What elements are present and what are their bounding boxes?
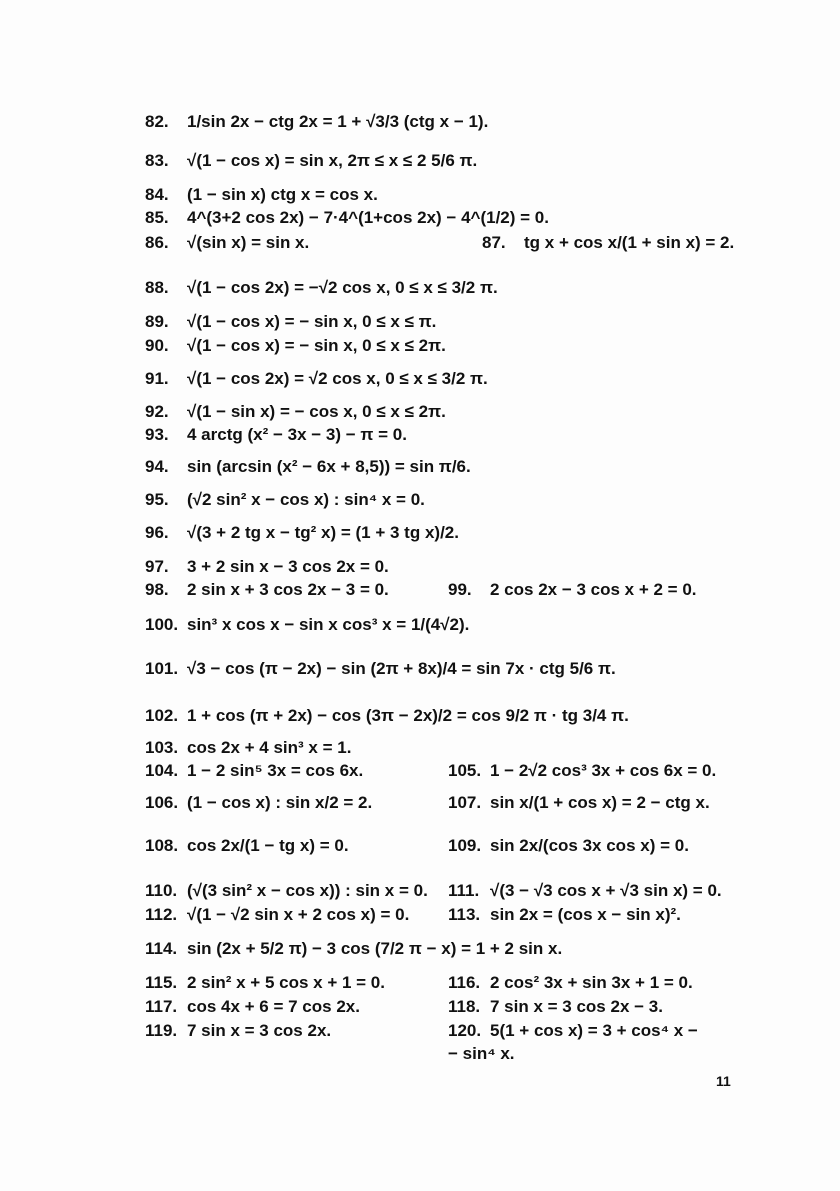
problem-number: 99. <box>448 580 472 599</box>
problem-109 <box>448 836 689 856</box>
problem-text: 1 + cos (π + 2x) − cos (3π − 2x)/2 = cos 9/2 π · tg 3/4 π. <box>187 706 629 725</box>
problem-text: √(3 − √3 cos x + √3 sin x) = 0. <box>490 881 722 900</box>
problem-89 <box>145 312 436 332</box>
problem-text: 5(1 + cos x) = 3 + cos⁴ x − <box>490 1021 698 1040</box>
problem-text: 2 sin x + 3 cos 2x − 3 = 0. <box>187 580 389 599</box>
problem-number: 98. <box>145 580 169 599</box>
problem-text: 2 sin² x + 5 cos x + 1 = 0. <box>187 973 385 992</box>
problem-text: 4 arctg (x² − 3x − 3) − π = 0. <box>187 425 407 444</box>
problem-92 <box>145 402 446 422</box>
problem-117 <box>145 997 360 1017</box>
problem-number: 111. <box>448 881 480 900</box>
problem-text: √(sin x) = sin x. <box>187 233 310 252</box>
problem-text: sin 2x/(cos 3x cos x) = 0. <box>490 836 689 855</box>
problem-number: 103. <box>145 738 179 757</box>
problem-85 <box>145 208 549 228</box>
problem-number: 90. <box>145 336 169 355</box>
problem-text: sin (arcsin (x² − 6x + 8,5)) = sin π/6. <box>187 457 471 476</box>
problem-text: √(3 + 2 tg x − tg² x) = (1 + 3 tg x)/2. <box>187 523 459 542</box>
problem-number: 115. <box>145 973 178 992</box>
problem-text: √(1 − √2 sin x + 2 cos x) = 0. <box>187 905 410 924</box>
problem-number: 117. <box>145 997 178 1016</box>
problem-text: cos 2x/(1 − tg x) = 0. <box>187 836 349 855</box>
problem-number: 106. <box>145 793 179 812</box>
problem-number: 93. <box>145 425 169 444</box>
problem-86 <box>145 233 309 253</box>
problem-number: 119. <box>145 1021 178 1040</box>
problem-text: 2 cos 2x − 3 cos x + 2 = 0. <box>490 580 697 599</box>
problem-text: 1/sin 2x − ctg 2x = 1 + √3/3 (ctg x − 1). <box>187 112 489 131</box>
problem-text: sin³ x cos x − sin x cos³ x = 1/(4√2). <box>187 615 470 634</box>
problem-102 <box>145 706 629 726</box>
problem-number: 100. <box>145 615 179 634</box>
problem-text: tg x + cos x/(1 + sin x) = 2. <box>524 233 735 252</box>
problem-number: 84. <box>145 185 169 204</box>
problem-98 <box>145 580 389 600</box>
problem-number: 109. <box>448 836 482 855</box>
problem-text: sin 2x = (cos x − sin x)². <box>490 905 681 924</box>
problem-text: √(1 − cos 2x) = −√2 cos x, 0 ≤ x ≤ 3/2 π. <box>187 278 498 297</box>
problem-110 <box>145 881 428 901</box>
problem-text: √(1 − cos x) = − sin x, 0 ≤ x ≤ π. <box>187 312 437 331</box>
problem-text: cos 2x + 4 sin³ x = 1. <box>187 738 352 757</box>
problem-94 <box>145 457 471 477</box>
problem-114 <box>145 939 562 959</box>
problem-number: 113. <box>448 905 481 924</box>
problem-number: 114. <box>145 939 178 958</box>
problem-120-continuation <box>448 1044 515 1064</box>
problem-95 <box>145 490 425 510</box>
problem-text: (1 − cos x) : sin x/2 = 2. <box>187 793 373 812</box>
problem-number: 104. <box>145 761 179 780</box>
problem-115 <box>145 973 385 993</box>
problem-number: 118. <box>448 997 481 1016</box>
problem-number: 102. <box>145 706 179 725</box>
problem-number: 105. <box>448 761 482 780</box>
problem-text: 7 sin x = 3 cos 2x. <box>187 1021 332 1040</box>
problem-number: 120. <box>448 1021 482 1040</box>
problem-82 <box>145 112 488 132</box>
problem-number: 85. <box>145 208 169 227</box>
problem-text: − sin⁴ x. <box>448 1044 515 1063</box>
problem-number: 95. <box>145 490 169 509</box>
problem-text: √(1 − sin x) = − cos x, 0 ≤ x ≤ 2π. <box>187 402 446 421</box>
problem-number: 107. <box>448 793 482 812</box>
problem-text: (√2 sin² x − cos x) : sin⁴ x = 0. <box>187 490 425 509</box>
problem-text: sin x/(1 + cos x) = 2 − ctg x. <box>490 793 710 812</box>
problem-113 <box>448 905 681 925</box>
problem-number: 82. <box>145 112 169 131</box>
problem-100 <box>145 615 469 635</box>
problem-text: 1 − 2√2 cos³ 3x + cos 6x = 0. <box>490 761 717 780</box>
problem-103 <box>145 738 351 758</box>
problem-88 <box>145 278 498 298</box>
problem-text: sin (2x + 5/2 π) − 3 cos (7/2 π − x) = 1 + 2 sin x. <box>187 939 563 958</box>
problem-text: 4^(3+2 cos 2x) − 7·4^(1+cos 2x) − 4^(1/2) = 0. <box>187 208 549 227</box>
problem-text: cos 4x + 6 = 7 cos 2x. <box>187 997 360 1016</box>
page-number: 11 <box>716 1073 731 1089</box>
problem-number: 89. <box>145 312 169 331</box>
problem-text: √(1 − cos x) = − sin x, 0 ≤ x ≤ 2π. <box>187 336 446 355</box>
problem-number: 94. <box>145 457 169 476</box>
problem-111 <box>448 881 722 901</box>
problem-number: 101. <box>145 659 179 678</box>
problem-97 <box>145 557 389 577</box>
problem-112 <box>145 905 409 925</box>
problem-119 <box>145 1021 331 1041</box>
problem-108 <box>145 836 349 856</box>
problem-83 <box>145 151 477 171</box>
problem-number: 92. <box>145 402 169 421</box>
problem-87 <box>482 233 734 253</box>
problem-number: 108. <box>145 836 179 855</box>
problem-text: 7 sin x = 3 cos 2x − 3. <box>490 997 663 1016</box>
problem-84 <box>145 185 378 205</box>
problem-number: 87. <box>482 233 506 252</box>
problem-101 <box>145 659 616 679</box>
problem-106 <box>145 793 372 813</box>
problem-104 <box>145 761 363 781</box>
problem-text: √(1 − cos x) = sin x, 2π ≤ x ≤ 2 5/6 π. <box>187 151 478 170</box>
problem-text: √3 − cos (π − 2x) − sin (2π + 8x)/4 = sin 7x · ctg 5/6 π. <box>187 659 616 678</box>
problem-116 <box>448 973 693 993</box>
problem-number: 88. <box>145 278 169 297</box>
problem-118 <box>448 997 663 1017</box>
problem-120 <box>448 1021 698 1041</box>
problem-number: 110. <box>145 881 178 900</box>
problem-number: 96. <box>145 523 169 542</box>
problem-91 <box>145 369 488 389</box>
problem-text: 2 cos² 3x + sin 3x + 1 = 0. <box>490 973 693 992</box>
problem-text: 1 − 2 sin⁵ 3x = cos 6x. <box>187 761 364 780</box>
problem-number: 116. <box>448 973 481 992</box>
problem-99 <box>448 580 697 600</box>
problem-93 <box>145 425 407 445</box>
problem-number: 97. <box>145 557 169 576</box>
problem-105 <box>448 761 716 781</box>
problem-text: (√(3 sin² x − cos x)) : sin x = 0. <box>187 881 428 900</box>
problem-107 <box>448 793 710 813</box>
problem-number: 91. <box>145 369 169 388</box>
problem-96 <box>145 523 459 543</box>
problem-90 <box>145 336 446 356</box>
problem-text: √(1 − cos 2x) = √2 cos x, 0 ≤ x ≤ 3/2 π. <box>187 369 488 388</box>
problem-text: (1 − sin x) ctg x = cos x. <box>187 185 378 204</box>
problem-number: 86. <box>145 233 169 252</box>
problem-text: 3 + 2 sin x − 3 cos 2x = 0. <box>187 557 389 576</box>
problem-number: 83. <box>145 151 169 170</box>
problem-number: 112. <box>145 905 178 924</box>
